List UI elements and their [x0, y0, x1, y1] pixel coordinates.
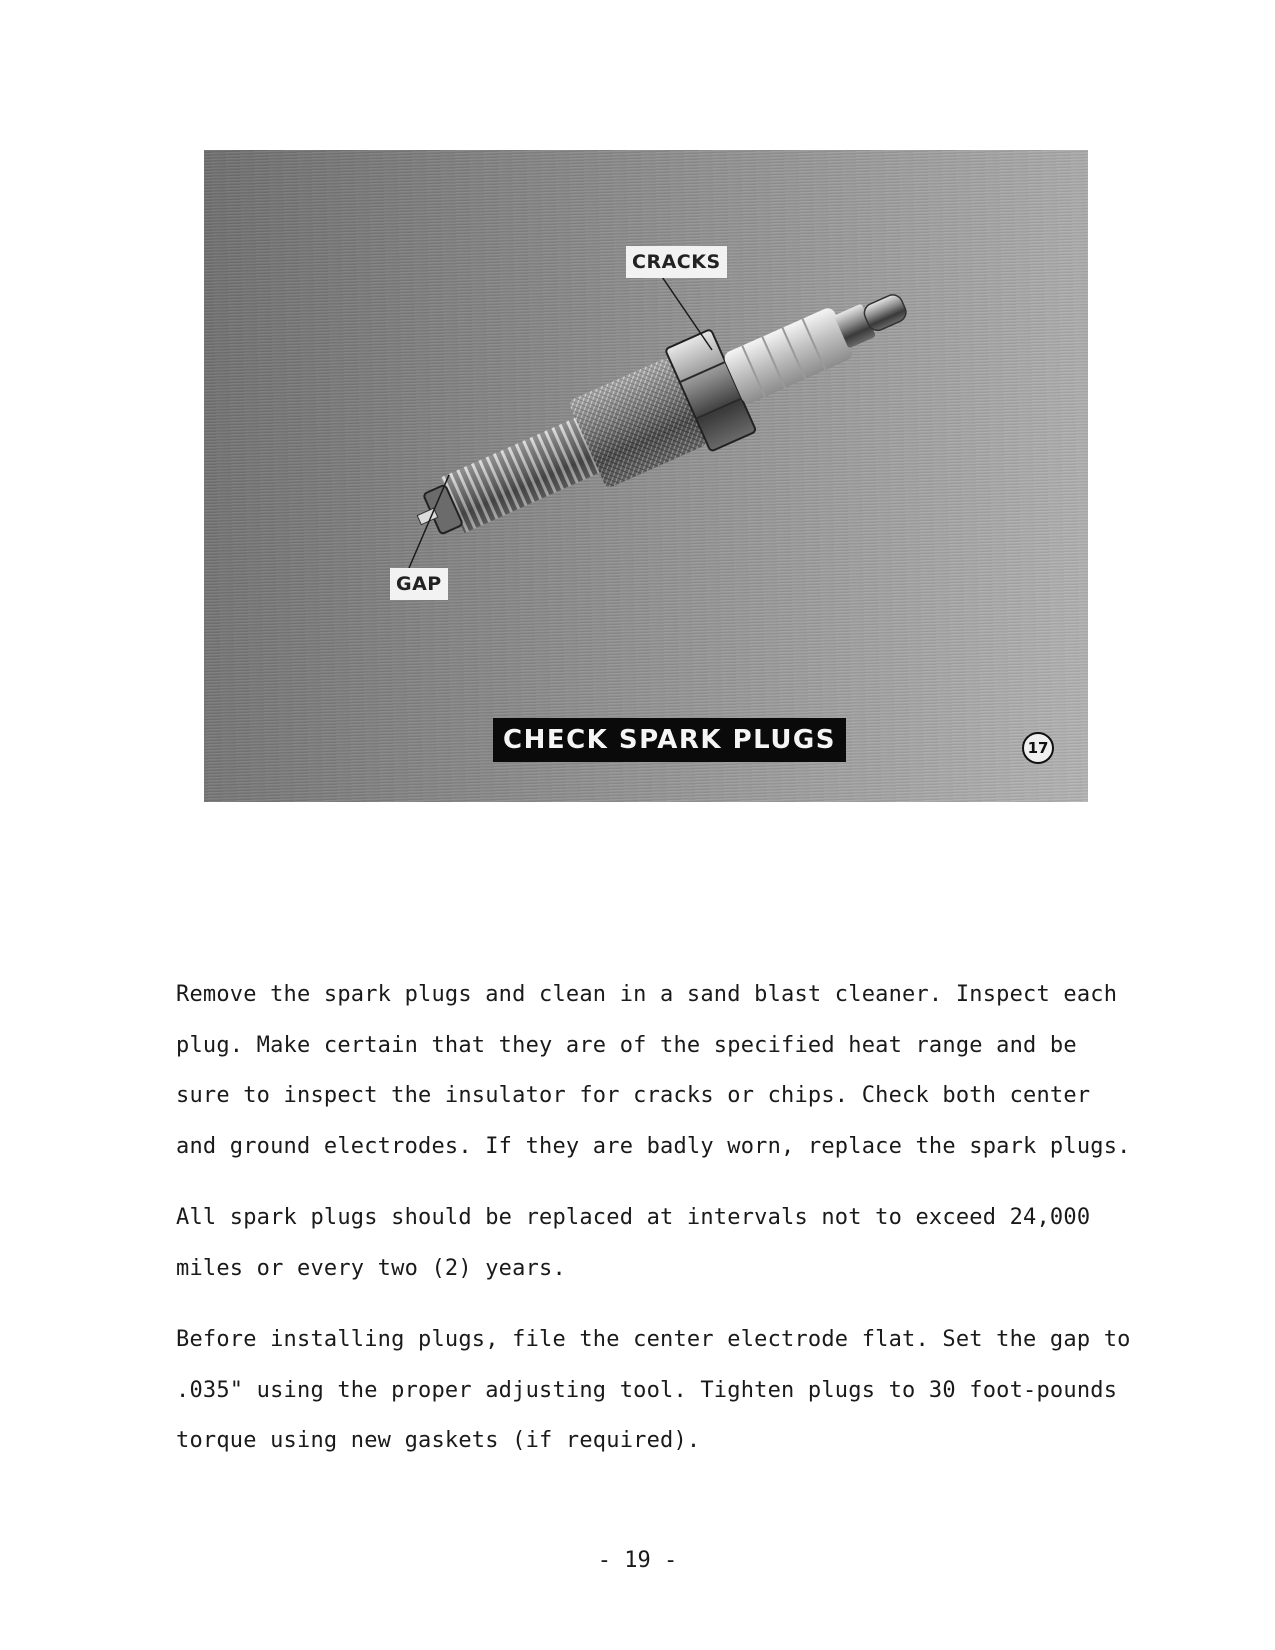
spark-plug-photo: [204, 150, 1088, 802]
page-number: - 19 -: [597, 1548, 678, 1573]
cracks-leader-line: [656, 268, 712, 350]
figure-caption: CHECK SPARK PLUGS: [493, 718, 846, 762]
figure-number-badge: 17: [1022, 732, 1054, 764]
paragraph-installation: Before installing plugs, file the center electrode flat. Set the gap to .035" using the proper adjusting tool. Tighten plugs to 30 foot-pounds torque using new gaskets (if required).: [176, 1327, 1131, 1453]
spark-plug-body: [396, 253, 926, 571]
paragraph-inspection: Remove the spark plugs and clean in a sand blast cleaner. Inspect each plug. Make certain that they are of the specified heat range and be sure to inspect the insulator for cracks or chips. Check both center and ground electrodes. If they are badly worn, replace the spark plugs.: [176, 982, 1131, 1159]
cracks-callout-label: CRACKS: [626, 246, 727, 278]
gap-callout-label: GAP: [390, 568, 448, 600]
body-text: [176, 970, 1136, 1488]
paragraph-replacement-interval: All spark plugs should be replaced at intervals not to exceed 24,000 miles or every two (2) years.: [176, 1205, 1091, 1281]
